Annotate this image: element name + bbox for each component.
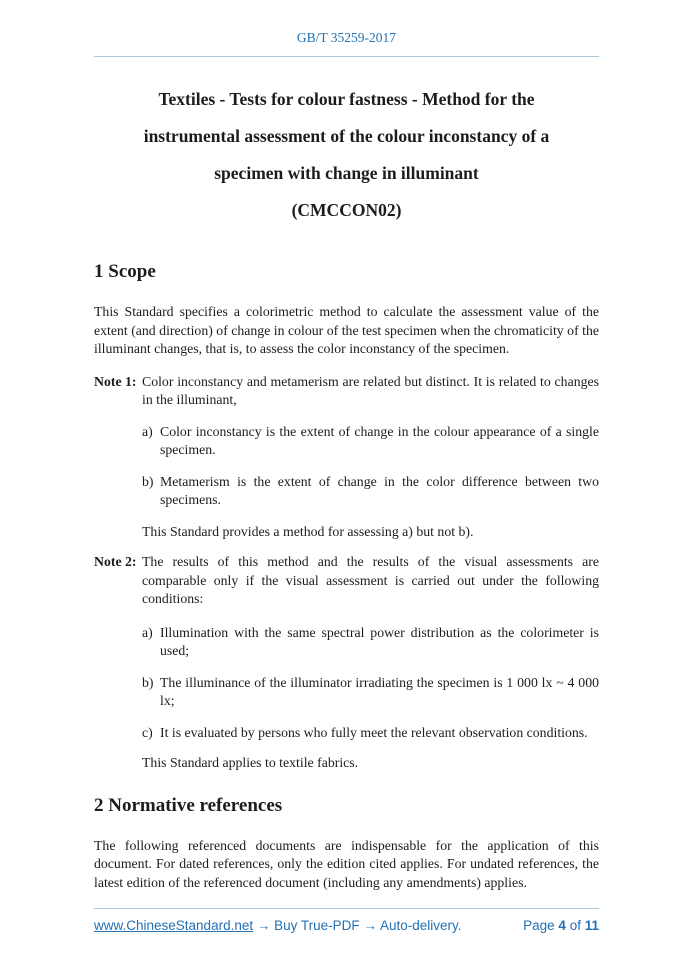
- footer-page-current: 4: [558, 918, 566, 933]
- note-2: [94, 553, 599, 609]
- note-1-item-a-text: Color inconstancy is the extent of change in the colour appearance of a single specimen.: [160, 423, 599, 457]
- footer-page-indicator: [523, 918, 599, 933]
- header-rule: [94, 56, 599, 57]
- note-2-item-a: [142, 624, 599, 661]
- note-1-item-b-text: Metamerism is the extent of change in the color difference between two specimens.: [160, 473, 599, 507]
- note-1-item-b: [142, 473, 599, 510]
- note-2-label: Note 2:: [94, 554, 137, 569]
- note-2-item-c: [142, 724, 599, 743]
- note-1-item-a: [142, 423, 599, 460]
- note-2-item-c-text: It is evaluated by persons who fully meet the relevant observation conditions.: [160, 724, 588, 740]
- note-1-item-a-marker: a): [142, 423, 153, 439]
- note-1-closing: This Standard provides a method for assessing a) but not b).: [142, 523, 474, 539]
- section-heading-scope: 1 Scope: [94, 261, 156, 282]
- document-title-line-2: instrumental assessment of the colour inconstancy of a: [143, 126, 550, 146]
- footer-page-label: Page: [523, 918, 555, 933]
- note-2-item-b-text: The illuminance of the illuminator irradiating the specimen is 1 000 lx ~ 4 000 lx;: [160, 674, 599, 708]
- document-title-line-3: specimen with change in illuminant: [214, 163, 479, 183]
- footer-of-label: of: [569, 918, 581, 933]
- note-2-item-a-text: Illumination with the same spectral power distribution as the colorimeter is used;: [160, 624, 599, 658]
- note-1-text: Color inconstancy and metamerism are related but distinct. It is related to changes in the illuminant,: [142, 373, 599, 407]
- document-title: [94, 81, 599, 229]
- footer-buy-text: Buy True-PDF: [274, 918, 360, 933]
- note-2-text: The results of this method and the results of the visual assessments are comparable only if the visual assessment is carried out under the following conditions:: [142, 554, 599, 606]
- note-2-item-b: [142, 674, 599, 711]
- note-2-item-b-marker: b): [142, 674, 154, 690]
- arrow-icon: →: [256, 918, 271, 933]
- document-title-line-1: Textiles - Tests for colour fastness - Method for the: [158, 89, 535, 109]
- arrow-icon: →: [363, 918, 377, 933]
- header-doc-number: GB/T 35259-2017: [296, 30, 397, 45]
- scope-paragraph: This Standard specifies a colorimetric method to calculate the assessment value of the extent (and direction) of change in colour of the test specimen when the chromaticity of the illuminant changes, that is, to assess the color inconstancy of the specimen.: [94, 304, 599, 356]
- footer-left: [94, 918, 461, 933]
- note-1-item-b-marker: b): [142, 473, 154, 489]
- note-2-closing: This Standard applies to textile fabrics.: [142, 755, 359, 770]
- footer-website-link[interactable]: www.ChineseStandard.net: [94, 918, 254, 933]
- footer-delivery-text: Auto-delivery.: [379, 918, 462, 933]
- page-footer: [94, 908, 599, 933]
- note-1: [94, 373, 599, 410]
- section-heading-normative-references: 2 Normative references: [94, 794, 283, 816]
- normative-paragraph: The following referenced documents are indispensable for the application of this document. For dated references, only the edition cited applies. For undated references, the latest edition of the referenced document (including any amendments) applies.: [94, 837, 599, 890]
- note-2-item-a-marker: a): [142, 624, 153, 640]
- document-title-line-4: (CMCCON02): [291, 200, 402, 220]
- note-2-item-c-marker: c): [142, 724, 153, 740]
- note-1-label: Note 1:: [94, 373, 137, 389]
- footer-page-total: 11: [584, 918, 599, 933]
